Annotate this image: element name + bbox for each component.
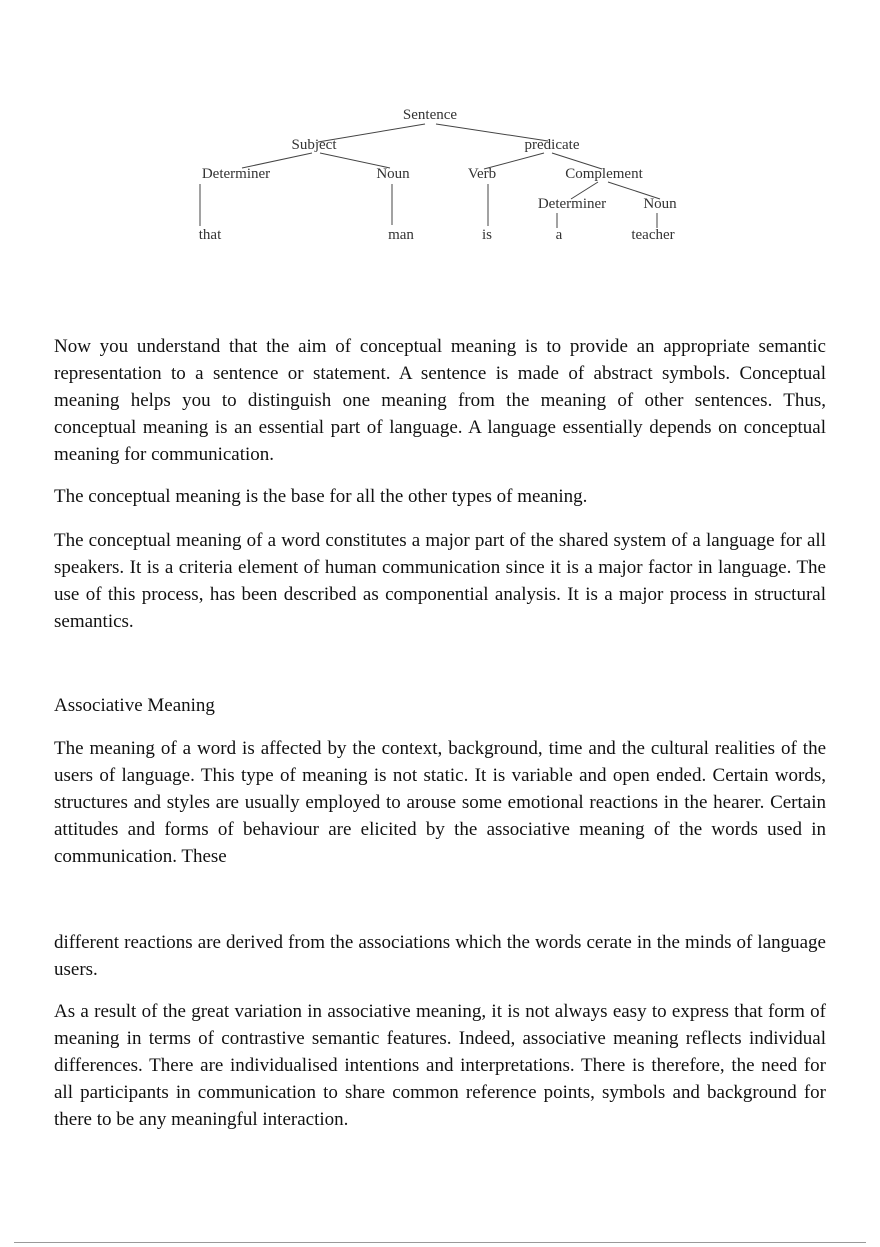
paragraph-associative-variation: As a result of the great variation in associative meaning, it is not always easy to express that form of meaning in terms of contrastive semantic features. Indeed, associative meaning reflects individual differences. There are individualised intentions and interpretations. There is therefore, the need for all participants in communication to share common reference points, symbols and background for there to be any meaningful interaction. xyxy=(54,1001,826,1130)
section-heading-associative-meaning: Associative Meaning xyxy=(54,695,215,716)
node-sentence: Sentence xyxy=(402,107,458,123)
footer-divider xyxy=(14,1242,866,1243)
leaf-a: a xyxy=(555,227,563,243)
paragraph-associative-reactions: different reactions are derived from the associations which the words cerate in the minds of language users. xyxy=(54,932,826,980)
paragraph-associative-context: The meaning of a word is affected by the context, background, time and the cultural realities of the users of language. This type of meaning is not static. It is variable and open ended. Certain words, structures and styles are usually employed to arouse some emotional reactions in the hearer. Certain attitudes and forms of behaviour are elicited by the associative meaning of the words used in communication. These xyxy=(54,738,826,867)
paragraph-conceptual-word: The conceptual meaning of a word constitutes a major part of the shared system of a language for all speakers. It is a criteria element of human communication since it is a major factor in language. The use of this process, has been described as componential analysis. It is a major process in structural semantics. xyxy=(54,530,826,632)
node-complement-determiner: Determiner xyxy=(537,196,607,212)
paragraph-conceptual-aim: Now you understand that the aim of conceptual meaning is to provide an appropriate semantic representation to a sentence or statement. A sentence is made of abstract symbols. Conceptual meaning helps you to distinguish one meaning from the meaning of other sentences. Thus, conceptual meaning is an essential part of language. A language essentially depends on conceptual meaning for communication. xyxy=(54,336,826,465)
node-noun: Noun xyxy=(376,166,410,182)
leaf-that: that xyxy=(198,227,222,243)
node-complement-noun: Noun xyxy=(643,196,677,212)
node-subject: Subject xyxy=(291,137,337,153)
leaf-teacher: teacher xyxy=(631,227,675,243)
leaf-is: is xyxy=(481,227,493,243)
node-determiner: Determiner xyxy=(201,166,271,182)
syntax-tree-diagram xyxy=(0,0,880,260)
node-predicate: predicate xyxy=(524,137,580,153)
node-complement: Complement xyxy=(565,166,643,182)
node-verb: Verb xyxy=(467,166,497,182)
leaf-man: man xyxy=(388,227,414,243)
paragraph-conceptual-base: The conceptual meaning is the base for all the other types of meaning. xyxy=(54,486,588,507)
